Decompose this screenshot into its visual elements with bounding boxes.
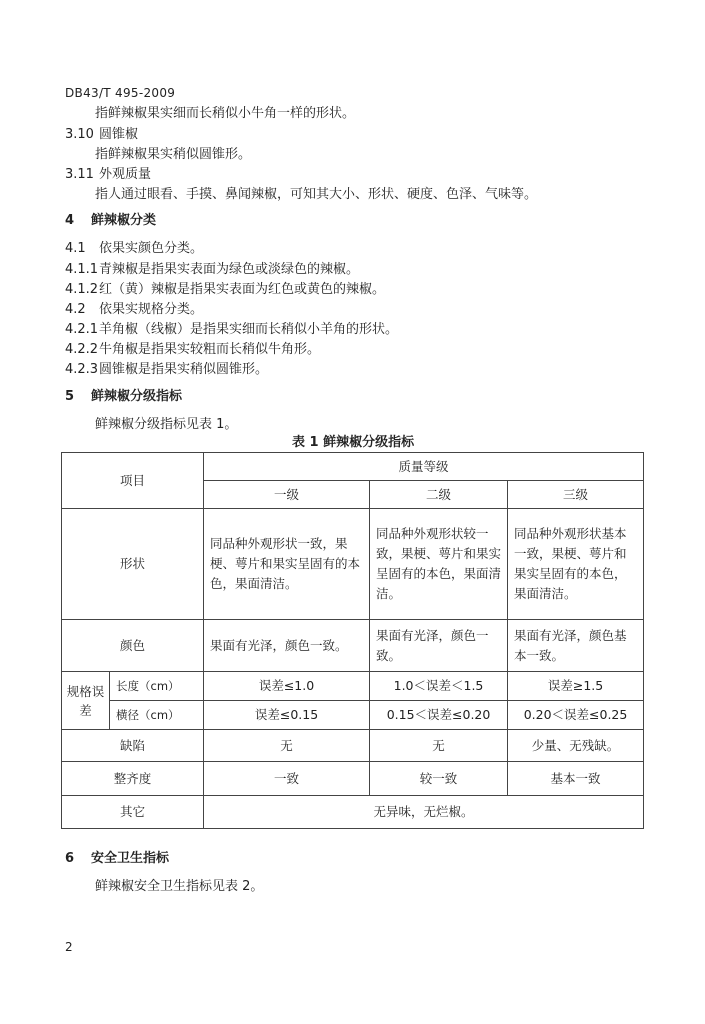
- diameter-grade-3: 0.20＜误差≤0.25: [508, 701, 644, 730]
- defect-grade-2: 无: [370, 730, 508, 762]
- row-label-diameter: 横径（cm）: [110, 701, 204, 730]
- table-header-row: [62, 453, 644, 481]
- row-label-spec-error: 规格误差: [62, 672, 110, 730]
- clause-text: 红（黄）辣椒是指果实表面为红色或黄色的辣椒。: [99, 282, 386, 297]
- clause-text: 青辣椒是指果实表面为绿色或淡绿色的辣椒。: [99, 262, 360, 277]
- diameter-grade-2: 0.15＜误差≤0.20: [370, 701, 508, 730]
- grading-table: [61, 452, 644, 829]
- defect-grade-3: 少量、无残缺。: [508, 730, 644, 762]
- clause-number: 4.1: [65, 241, 86, 256]
- color-grade-1: 果面有光泽，颜色一致。: [204, 620, 370, 672]
- clause-4-2-2: [65, 341, 320, 359]
- clause-3-11-text: 指人通过眼看、手摸、鼻闻辣椒，可知其大小、形状、硬度、色泽、气味等。: [95, 187, 538, 202]
- section-title: 鲜辣椒分类: [91, 213, 157, 228]
- color-grade-3: 果面有光泽，颜色基本一致。: [508, 620, 644, 672]
- paragraph-line: 指鲜辣椒果实细而长稍似小牛角一样的形状。: [95, 106, 356, 121]
- clause-number: 4.2: [65, 302, 86, 317]
- clause-4-2-1: [65, 321, 398, 339]
- length-grade-3: 误差≥1.5: [508, 672, 644, 701]
- section-title: 安全卫生指标: [91, 851, 170, 866]
- clause-number: 4.2.1: [65, 322, 99, 337]
- table-row-uniformity: [62, 762, 644, 796]
- shape-grade-3: 同品种外观形状基本一致，果梗、萼片和果实呈固有的本色，果面清洁。: [508, 509, 644, 620]
- clause-title: 外观质量: [99, 167, 152, 182]
- clause-text: 牛角椒是指果实较粗而长稍似牛角形。: [99, 342, 321, 357]
- clause-text: 依果实颜色分类。: [99, 241, 204, 256]
- clause-number: 4.2.2: [65, 342, 99, 357]
- section-number: 6: [65, 851, 75, 866]
- uniformity-grade-2: 较一致: [370, 762, 508, 796]
- other-value: 无异味，无烂椒。: [204, 796, 644, 829]
- row-label-other: 其它: [62, 796, 204, 829]
- section-5-text: 鲜辣椒分级指标见表 1。: [95, 417, 238, 432]
- table-row-shape: [62, 509, 644, 620]
- page-number: 2: [65, 940, 73, 954]
- clause-number: 4.1.1: [65, 262, 99, 277]
- clause-4-2: [65, 301, 203, 319]
- table-row-length: [62, 672, 644, 701]
- diameter-grade-1: 误差≤0.15: [204, 701, 370, 730]
- row-label-length: 长度（cm）: [110, 672, 204, 701]
- standard-code-header: DB43/T 495-2009: [65, 86, 176, 100]
- color-grade-2: 果面有光泽，颜色一致。: [370, 620, 508, 672]
- header-grade-3: 三级: [508, 481, 644, 509]
- header-item: 项目: [62, 453, 204, 509]
- clause-4-1-1: [65, 261, 359, 279]
- clause-3-10-text: 指鲜辣椒果实稍似圆锥形。: [95, 147, 252, 162]
- row-label-shape: 形状: [62, 509, 204, 620]
- header-grade-1: 一级: [204, 481, 370, 509]
- shape-grade-2: 同品种外观形状较一致，果梗、萼片和果实呈固有的本色，果面清洁。: [370, 509, 508, 620]
- clause-text: 依果实规格分类。: [99, 302, 204, 317]
- clause-number: 3.11: [65, 167, 94, 182]
- header-grade-2: 二级: [370, 481, 508, 509]
- section-title: 鲜辣椒分级指标: [91, 389, 183, 404]
- clause-title: 圆锥椒: [99, 127, 139, 142]
- defect-grade-1: 无: [204, 730, 370, 762]
- row-label-color: 颜色: [62, 620, 204, 672]
- table-row-diameter: [62, 701, 644, 730]
- section-6-heading: [65, 850, 169, 868]
- clause-3-11-heading: [65, 166, 151, 184]
- header-quality-grade: 质量等级: [204, 453, 644, 481]
- table-row-color: [62, 620, 644, 672]
- clause-4-1-2: [65, 281, 385, 299]
- clause-4-1: [65, 240, 203, 258]
- section-6-text: 鲜辣椒安全卫生指标见表 2。: [95, 879, 264, 894]
- section-4-heading: [65, 212, 156, 230]
- table-row-defect: [62, 730, 644, 762]
- section-number: 5: [65, 389, 75, 404]
- clause-text: 圆锥椒是指果实稍似圆锥形。: [99, 362, 269, 377]
- table-row-other: [62, 796, 644, 829]
- table-caption: 表 1 鲜辣椒分级指标: [292, 435, 415, 450]
- uniformity-grade-1: 一致: [204, 762, 370, 796]
- clause-number: 3.10: [65, 127, 94, 142]
- clause-number: 4.2.3: [65, 362, 99, 377]
- clause-text: 羊角椒（线椒）是指果实细而长稍似小羊角的形状。: [99, 322, 399, 337]
- row-label-uniformity: 整齐度: [62, 762, 204, 796]
- length-grade-2: 1.0＜误差＜1.5: [370, 672, 508, 701]
- section-number: 4: [65, 213, 75, 228]
- uniformity-grade-3: 基本一致: [508, 762, 644, 796]
- section-5-heading: [65, 388, 182, 406]
- clause-number: 4.1.2: [65, 282, 99, 297]
- shape-grade-1: 同品种外观形状一致，果梗、萼片和果实呈固有的本色，果面清洁。: [204, 509, 370, 620]
- clause-3-10-heading: [65, 126, 138, 144]
- length-grade-1: 误差≤1.0: [204, 672, 370, 701]
- row-label-defect: 缺陷: [62, 730, 204, 762]
- clause-4-2-3: [65, 361, 268, 379]
